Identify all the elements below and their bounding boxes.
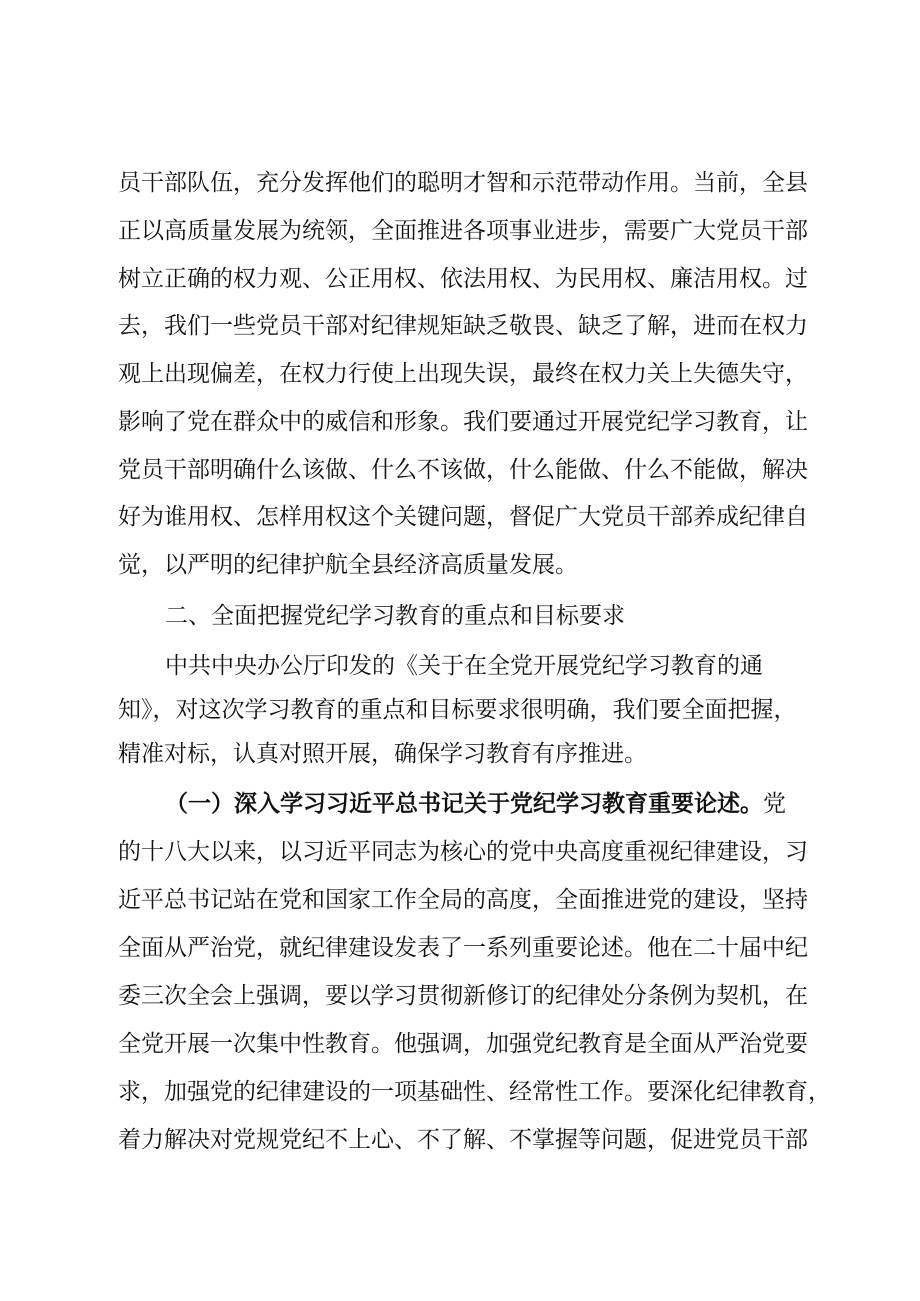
- body-line: 委三次全会上强调，要以学习贯彻新修订的纪律处分条例为契机，在: [118, 983, 808, 1009]
- subsection-first-line: [165, 784, 786, 824]
- body-line: 全党开展一次集中性教育。他强调，加强党纪教育是全面从严治党要: [118, 1031, 808, 1057]
- body-line: 着力解决对党规党纪不上心、不了解、不掌握等问题，促进党员干部: [118, 1127, 808, 1153]
- body-line: 正以高质量发展为统领，全面推进各项事业进步，需要广大党员干部: [118, 218, 808, 244]
- body-line: 求，加强党的纪律建设的一项基础性、经常性工作。要深化纪律教育，: [118, 1079, 831, 1105]
- body-line: 知》，对这次学习教育的重点和目标要求很明确，我们要全面把握，: [118, 697, 797, 723]
- body-line: 中共中央办公厅印发的《关于在全党开展党纪学习教育的通: [165, 653, 763, 679]
- section-heading: 二、全面把握党纪学习教育的重点和目标要求: [165, 603, 625, 629]
- body-line: 员干部队伍，充分发挥他们的聪明才智和示范带动作用。当前，全县: [118, 170, 808, 196]
- body-line: 近平总书记站在党和国家工作全局的高度，全面推进党的建设，坚持: [118, 887, 808, 913]
- body-line: 观上出现偏差，在权力行使上出现失误，最终在权力关上失德失守，: [118, 361, 808, 387]
- body-line: 党员干部明确什么该做、什么不该做，什么能做、什么不能做，解决: [118, 457, 808, 483]
- body-line: 觉，以严明的纪律护航全县经济高质量发展。: [118, 552, 578, 578]
- body-line: 去，我们一些党员干部对纪律规矩缺乏敬畏、缺乏了解，进而在权力: [118, 313, 808, 339]
- body-line: 树立正确的权力观、公正用权、依法用权、为民用权、廉洁用权。过: [118, 266, 808, 292]
- body-line: 精准对标，认真对照开展，确保学习教育有序推进。: [118, 741, 647, 767]
- subsection-heading: （一）深入学习习近平总书记关于党纪学习教育重要论述。: [165, 791, 763, 817]
- body-line: 影响了党在群众中的威信和形象。我们要通过开展党纪学习教育，让: [118, 409, 808, 435]
- body-line: 好为谁用权、怎样用权这个关键问题，督促广大党员干部养成纪律自: [118, 504, 808, 530]
- body-text: 党: [763, 791, 786, 817]
- body-line: 的十八大以来，以习近平同志为核心的党中央高度重视纪律建设，习: [118, 839, 808, 865]
- body-line: 全面从严治党，就纪律建设发表了一系列重要论述。他在二十届中纪: [118, 935, 808, 961]
